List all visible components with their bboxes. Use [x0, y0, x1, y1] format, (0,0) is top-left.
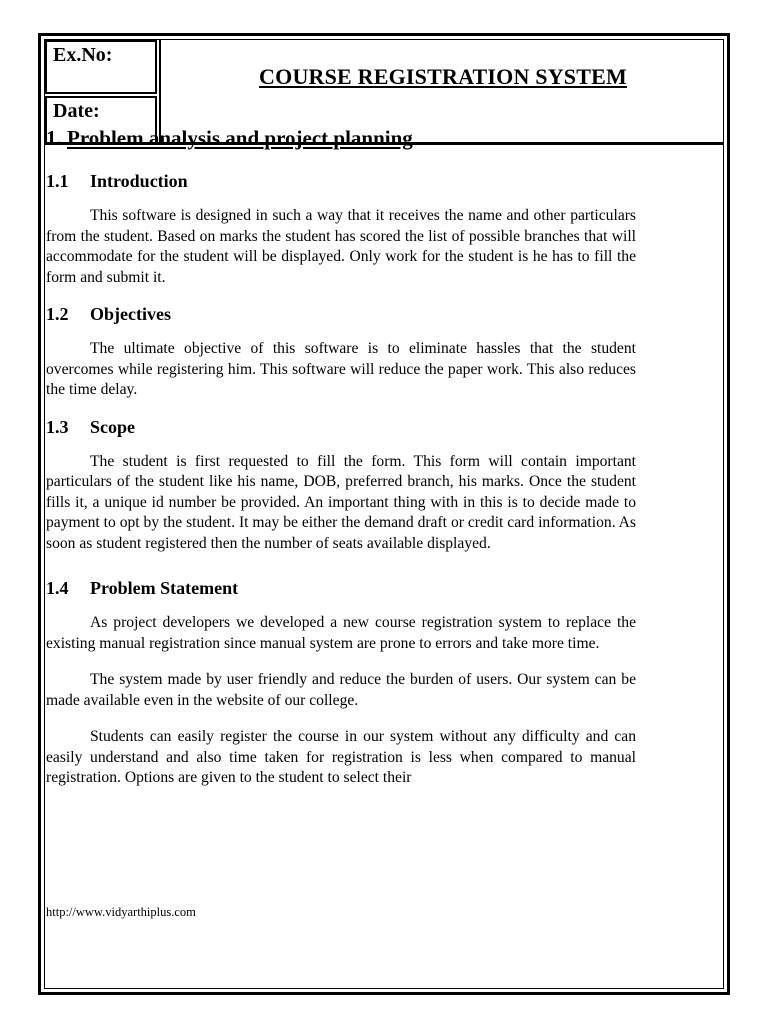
subsection-title: Scope: [90, 416, 135, 437]
subsection-title: Problem Statement: [90, 578, 239, 598]
spacer: [46, 570, 636, 578]
subsection-heading: [46, 171, 636, 192]
subsection-title: Objectives: [90, 304, 171, 324]
section-title: Problem analysis and project planning: [67, 126, 413, 150]
subsection-heading: [46, 304, 636, 325]
paragraph: Students can easily register the course in our system without any difficulty and can easily understand and also time taken for registration is less when compared to manual registration. Options are given to the student to select their: [46, 728, 636, 786]
subsection-heading: [46, 578, 636, 599]
subsection-scope: [46, 417, 636, 555]
date-label: Date:: [53, 100, 100, 122]
paragraph: The ultimate objective of this software is to eliminate hassles that the student overcomes while registering him. This software will reduce the paper work. This also reduces the time delay.: [46, 340, 636, 398]
subsection-number: 1.3: [46, 416, 69, 437]
subsection-heading: [46, 417, 636, 438]
subsection-title: Introduction: [90, 171, 188, 191]
paragraph: As project developers we developed a new course registration system to replace the existing manual registration since manual system are prone to errors and take more time.: [46, 614, 636, 652]
section-number: 1.: [46, 126, 62, 150]
subsection-problem-statement: [46, 578, 636, 789]
paragraph: This software is designed in such a way that it receives the name and other particulars from the student. Based on marks the student has scored the list of possible branches that will accommodate for the student will be displayed. Only work for the student is he has to fill the form and submit it.: [46, 207, 636, 286]
paragraph: The system made by user friendly and reduce the burden of users. Our system can be made available even in the website of our college.: [46, 671, 636, 709]
exno-label: Ex.No:: [53, 44, 113, 66]
document-body: [46, 126, 636, 789]
exno-cell: [45, 40, 157, 94]
subsection-objectives: [46, 304, 636, 401]
paragraph: The student is first requested to fill the form. This form will contain important particulars of the student like his name, DOB, preferred branch, his marks. Once the student fills it, a unique id number be provided. An important thing with in this is to decide made to payment to opt by the student. It may be either the demand draft or credit card information. As soon as student registered then the number of seats available displayed.: [46, 452, 636, 552]
subsection-number: 1.2: [46, 304, 69, 324]
subsection-number: 1.4: [46, 578, 69, 598]
subsection-number: 1.1: [46, 171, 69, 191]
footer-url-link[interactable]: http://www.vidyarthiplus.com: [46, 905, 196, 919]
document-title: COURSE REGISTRATION SYSTEM: [259, 64, 627, 89]
subsection-introduction: [46, 171, 636, 288]
section-heading: [46, 126, 636, 151]
